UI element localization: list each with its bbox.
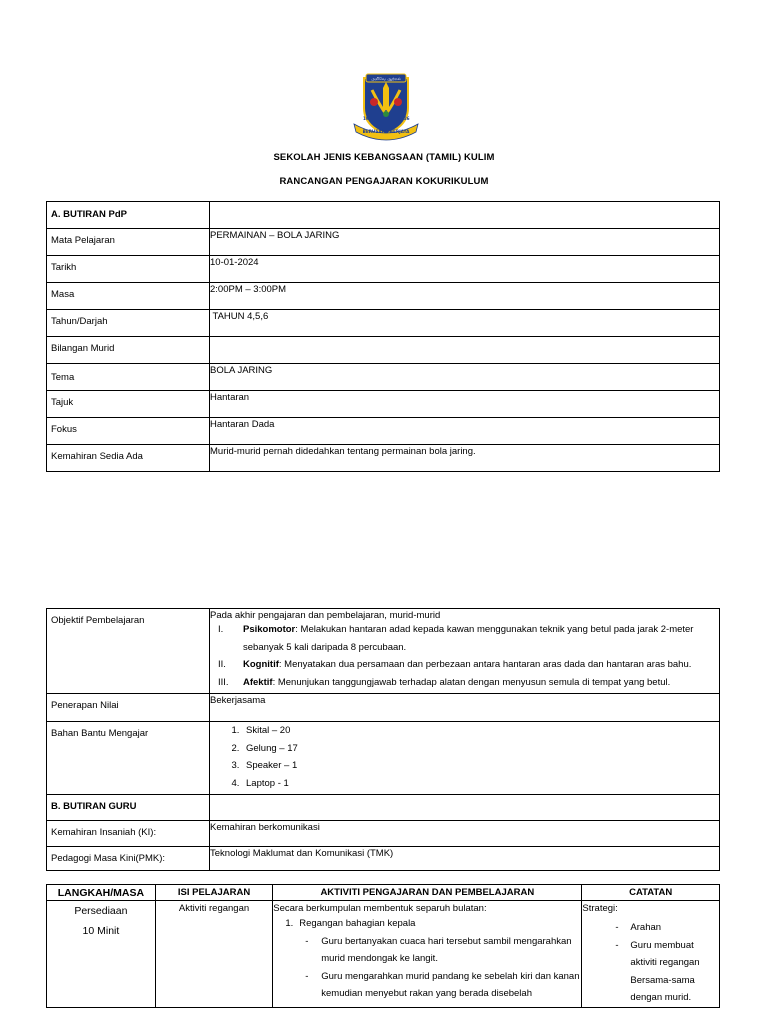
- objektif-list: [210, 621, 719, 691]
- objektif-domain: Kognitif: [243, 659, 279, 670]
- table-row: [47, 391, 720, 418]
- crest-year-right: 26: [404, 116, 410, 121]
- nilai-label: Penerapan Nilai: [47, 694, 210, 722]
- document-title: RANCANGAN PENGAJARAN KOKURIKULUM: [279, 176, 489, 187]
- table-row: [47, 337, 720, 364]
- crest-motto: BERUSAHA BERJAYA: [362, 129, 410, 134]
- activity-title: Regangan bahagian kepala: [299, 918, 416, 929]
- row-label: Tarikh: [47, 256, 210, 283]
- column-header: LANGKAH/MASA: [47, 885, 156, 901]
- objektif-text: : Menyatakan dua persamaan dan perbezaan antara hantaran aras dada dan hantaran aras bahu.: [278, 659, 692, 670]
- objektif-text: : Melakukan hantaran adad kepada kawan menggunakan teknik yang betul pada jarak 2-meter sebanyak 5 kali daripada 8 percubaan.: [243, 624, 694, 653]
- row-label: Tema: [47, 364, 210, 391]
- crest-banner-text: அறிவே ஆற்றல்: [371, 76, 401, 81]
- row-value: [210, 337, 720, 364]
- catatan-intro: Strategi:: [582, 903, 618, 914]
- list-number: III.: [218, 676, 229, 688]
- row-value: Hantaran: [210, 391, 720, 418]
- section-a-header: A. BUTIRAN PdP: [47, 202, 210, 229]
- column-header: ISI PELAJARAN: [155, 885, 272, 901]
- list-item: - Arahan: [582, 919, 719, 937]
- row-value: 2:00PM – 3:00PM: [210, 283, 720, 310]
- crest-year-left: 19: [363, 116, 369, 121]
- table-row: [47, 364, 720, 391]
- objectives-table: [46, 608, 720, 871]
- column-header: AKTIVITI PENGAJARAN DAN PEMBELAJARAN: [273, 885, 582, 901]
- row-label: Bilangan Murid: [47, 337, 210, 364]
- column-header: CATATAN: [582, 885, 720, 901]
- objektif-domain: Afektif: [243, 676, 273, 688]
- table-row: [47, 310, 720, 337]
- table-row: [47, 901, 720, 1008]
- row-label: Fokus: [47, 418, 210, 445]
- pmk-value: Teknologi Maklumat dan Komunikasi (TMK): [210, 847, 720, 871]
- list-item: 4. Laptop - 1: [242, 775, 719, 793]
- table-row: [47, 283, 720, 310]
- table-header-row: [47, 885, 720, 901]
- nilai-value: Bekerjasama: [210, 694, 720, 722]
- row-value: Hantaran Dada: [210, 418, 720, 445]
- table-row: [47, 821, 720, 847]
- row-value: Murid-murid pernah didedahkan tentang permainan bola jaring.: [210, 445, 720, 472]
- activity-title-row: [273, 915, 581, 933]
- table-row: [47, 202, 720, 229]
- catatan-points: [582, 919, 719, 1007]
- section-b-header: B. BUTIRAN GURU: [47, 795, 210, 821]
- section-a-header-blank: [210, 202, 720, 229]
- step-name: Persediaan: [74, 905, 128, 917]
- row-value: 10-01-2024: [210, 256, 720, 283]
- list-number: II.: [218, 659, 226, 670]
- table-row: [47, 795, 720, 821]
- list-item: - Guru membuat aktiviti regangan Bersama-sama dengan murid.: [582, 937, 719, 1007]
- school-crest-logo: [350, 70, 422, 142]
- activity-cell: [273, 901, 582, 1008]
- lesson-table: [46, 884, 720, 1008]
- row-label: Kemahiran Sedia Ada: [47, 445, 210, 472]
- bahan-content: [210, 722, 720, 795]
- ki-value: Kemahiran berkomunikasi: [210, 821, 720, 847]
- list-item: [218, 621, 719, 656]
- list-item: [218, 674, 719, 692]
- section-b-header-blank: [210, 795, 720, 821]
- pmk-label: Pedagogi Masa Kini(PMK):: [47, 847, 210, 871]
- table-row: [47, 418, 720, 445]
- row-label: Tajuk: [47, 391, 210, 418]
- row-value: TAHUN 4,5,6: [210, 310, 720, 337]
- list-item: - Guru bertanyakan cuaca hari tersebut sambil mengarahkan murid mendongak ke langit.: [273, 933, 581, 968]
- activity-points: [273, 933, 581, 1003]
- activity-number: 1.: [285, 918, 294, 929]
- school-title: SEKOLAH JENIS KEBANGSAAN (TAMIL) KULIM: [273, 152, 495, 163]
- list-item: 1. Skital – 20: [242, 722, 719, 740]
- step-cell: [47, 901, 156, 1008]
- table-row: [47, 229, 720, 256]
- catatan-cell: [582, 901, 720, 1008]
- list-item: 2. Gelung – 17: [242, 740, 719, 758]
- objektif-domain: Psikomotor: [243, 624, 296, 635]
- objektif-text: : Menunjukan tanggungjawab terhadap alatan dengan menyusun semula di tempat yang betul.: [272, 676, 671, 688]
- bahan-list: [210, 722, 719, 792]
- table-row: [47, 256, 720, 283]
- objektif-intro: Pada akhir pengajaran dan pembelajaran, murid-murid: [210, 610, 441, 621]
- row-label: Mata Pelajaran: [47, 229, 210, 256]
- list-number: I.: [218, 624, 224, 635]
- ki-label: Kemahiran Insaniah (KI):: [47, 821, 210, 847]
- row-value: PERMAINAN – BOLA JARING: [210, 229, 720, 256]
- section-a-table: [46, 201, 720, 472]
- table-row: [47, 694, 720, 722]
- list-item: [218, 656, 719, 674]
- table-row: [47, 722, 720, 795]
- step-time: 10 Minit: [82, 924, 120, 937]
- table-row: [47, 445, 720, 472]
- activity-intro: Secara berkumpulan membentuk separuh bulatan:: [273, 903, 487, 914]
- objektif-content: [210, 609, 720, 694]
- objektif-label: Objektif Pembelajaran: [47, 609, 210, 694]
- table-row: [47, 609, 720, 694]
- row-value: BOLA JARING: [210, 364, 720, 391]
- table-row: [47, 847, 720, 871]
- row-label: Masa: [47, 283, 210, 310]
- list-item: - Guru mengarahkan murid pandang ke sebelah kiri dan kanan kemudian menyebut rakan yang berada disebelah: [273, 968, 581, 1003]
- bahan-label: Bahan Bantu Mengajar: [47, 722, 210, 795]
- row-label: Tahun/Darjah: [47, 310, 210, 337]
- isi-cell: Aktiviti regangan: [155, 901, 272, 1008]
- list-item: 3. Speaker – 1: [242, 757, 719, 775]
